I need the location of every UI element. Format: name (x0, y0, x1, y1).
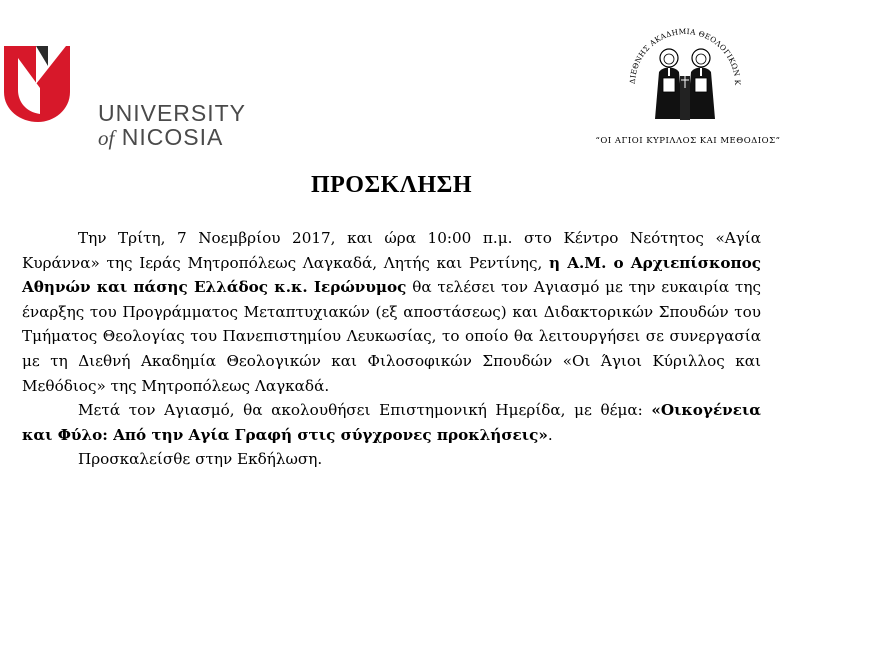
university-line-2: NICOSIA (121, 124, 224, 150)
archbishop-name: η Α.Μ. ο Αρχιεπίσκοπος Αθηνών και πάσης Ελλάδος κ.κ. Ιερώνυμος (22, 253, 761, 297)
paragraph-1 (22, 226, 761, 398)
document-title: ΠΡΟΣΚΛΗΣΗ (310, 172, 473, 198)
paragraph-2-start: Μετά τον Αγιασμό, θα ακολουθήσει Επιστημονική Ημερίδα, με θέμα: (78, 401, 652, 420)
university-shield-icon (4, 44, 74, 124)
paragraph-3: Προσκαλείσθε στην Εκδήλωση. (78, 450, 323, 469)
paragraph-1-end: θα τελέσει τον Αγιασμό με την ευκαιρία της έναρξης του Προγράμματος Μεταπτυχιακών (εξ αποστάσεως) και Διδακτορικών Σπουδών του Τμήματος Θεολογίας του Πανεπιστημίου Λευκωσίας, το οποίο θα λειτουργήσει σε συνεργασία με τη Διεθνή Ακαδημία Θεολογικών και Φιλοσοφικών Σπουδών «Οι Άγιοι Κύριλλος και Μεθόδιος» της Μητροπόλεως Λαγκαδά. (22, 278, 761, 395)
invitation-body (22, 226, 761, 472)
university-line-1: UNIVERSITY (98, 100, 247, 126)
paragraph-1-start: Την Τρίτη, 7 Νοεμβρίου 2017, και ώρα 10:00 π.μ. στο Κέντρο Νεότητος «Αγία Κυράννα» της Ιεράς Μητροπόλεως Λαγκαδά, Λητής και Ρεντίνης, (22, 229, 761, 272)
saints-emblem-icon (585, 24, 785, 136)
paragraph-2 (22, 398, 761, 447)
university-of: of (98, 126, 115, 150)
academy-ring-text: ΔΙΕΘΝΗΣ ΑΚΑΔΗΜΙΑ ΘΕΟΛΟΓΙΚΩΝ Κ (627, 26, 743, 86)
university-of-nicosia-logo (4, 44, 247, 150)
university-name (98, 101, 246, 150)
academy-caption: “ΟΙ ΑΓΙΟΙ ΚΥΡΙΛΛΟΣ ΚΑΙ ΜΕΘΟΔΙΟΣ” (595, 136, 781, 146)
paragraph-2-end: . (547, 425, 553, 444)
symposium-topic: «Οικογένεια και Φύλο: Από την Αγία Γραφή στις σύγχρονες προκλήσεις» (22, 401, 761, 444)
academy-logo (585, 24, 785, 154)
